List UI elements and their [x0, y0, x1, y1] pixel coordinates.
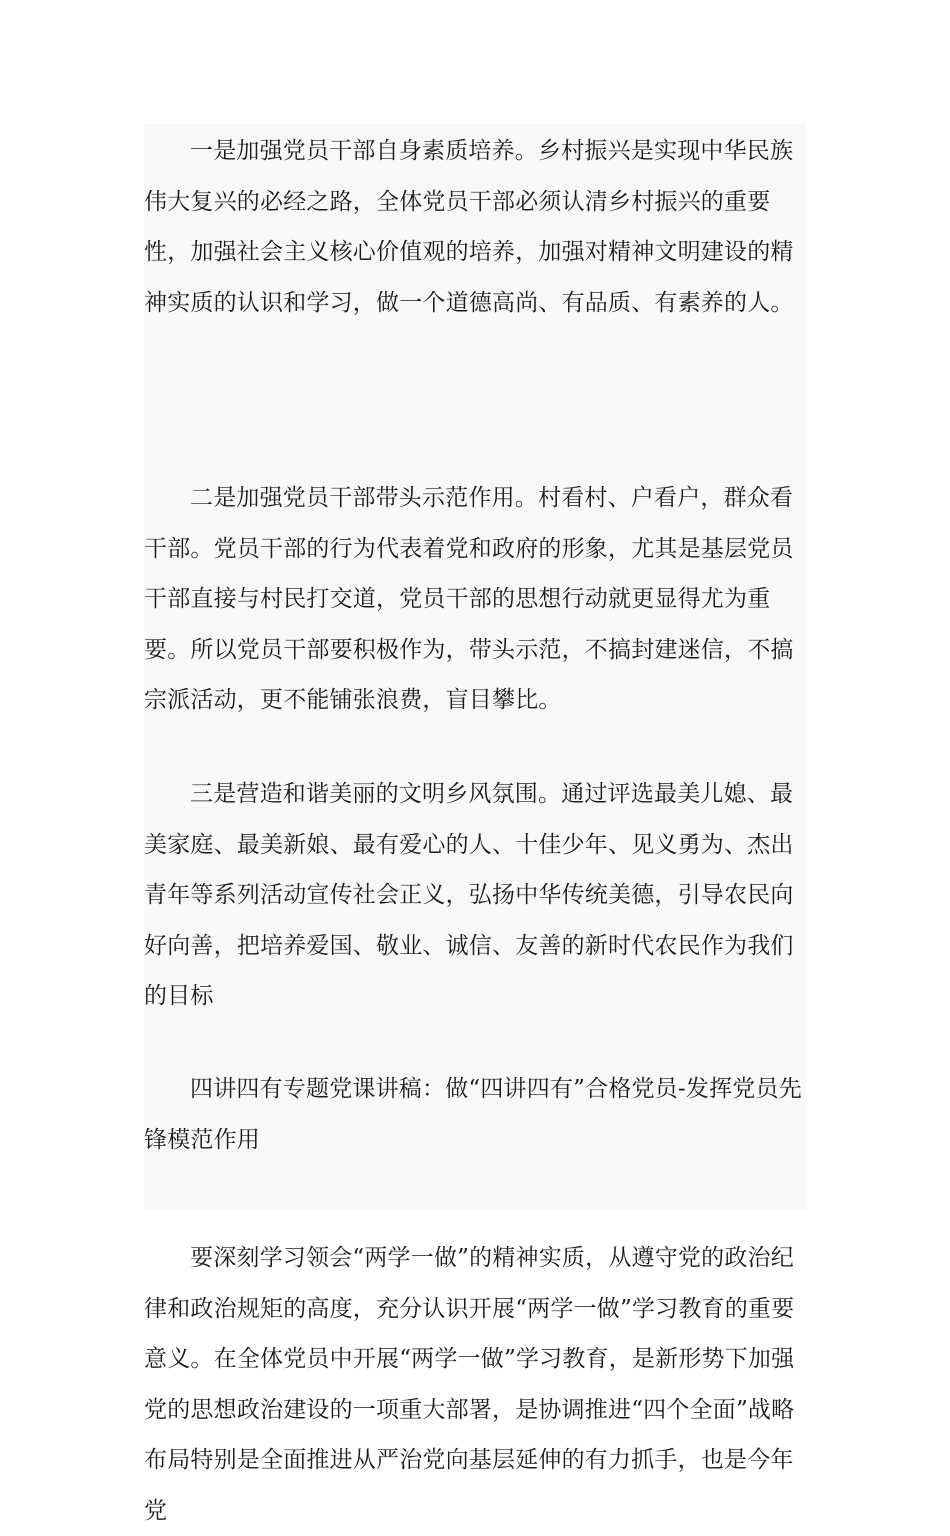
paragraph-lecture-title: 四讲四有专题党课讲稿：做“四讲四有”合格党员-发挥党员先锋模范作用: [144, 1076, 802, 1153]
document-body: [144, 124, 806, 1524]
paragraph-leading-example: 二是加强党员干部带头示范作用。村看村、户看户，群众看干部。党员干部的行为代表着党和政府的形象，尤其是基层党员干部直接与村民打交道，党员干部的思想行动就更显得尤为重要。所以党员干部要积极作为，带头示范，不搞封建迷信，不搞宗派活动，更不能铺张浪费，盲目攀比。: [144, 485, 794, 713]
paragraph-civilized-rural-style: 三是营造和谐美丽的文明乡风氛围。通过评选最美儿媳、最美家庭、最美新娘、最有爱心的人、十佳少年、见义勇为、杰出青年等系列活动宣传社会正义，弘扬中华传统美德，引导农民向好向善，把培养爱国、敬业、诚信、友善的新时代农民作为我们的目标: [144, 781, 794, 1009]
paragraph-quality-training: 一是加强党员干部自身素质培养。乡村振兴是实现中华民族伟大复兴的必经之路，全体党员干部必须认清乡村振兴的重要性，加强社会主义核心价值观的培养，加强对精神文明建设的精神实质的认识和学习，做一个道德高尚、有品质、有素养的人。: [144, 138, 794, 316]
paragraph-two-studies-one-action: 要深刻学习领会“两学一做”的精神实质，从遵守党的政治纪律和政治规矩的高度，充分认识开展“两学一做”学习教育的重要意义。在全体党员中开展“两学一做”学习教育，是新形势下加强党的思想政治建设的一项重大部署，是协调推进“四个全面”战略布局特别是全面推进从严治党向基层延伸的有力抓手，也是今年党: [144, 1245, 795, 1524]
